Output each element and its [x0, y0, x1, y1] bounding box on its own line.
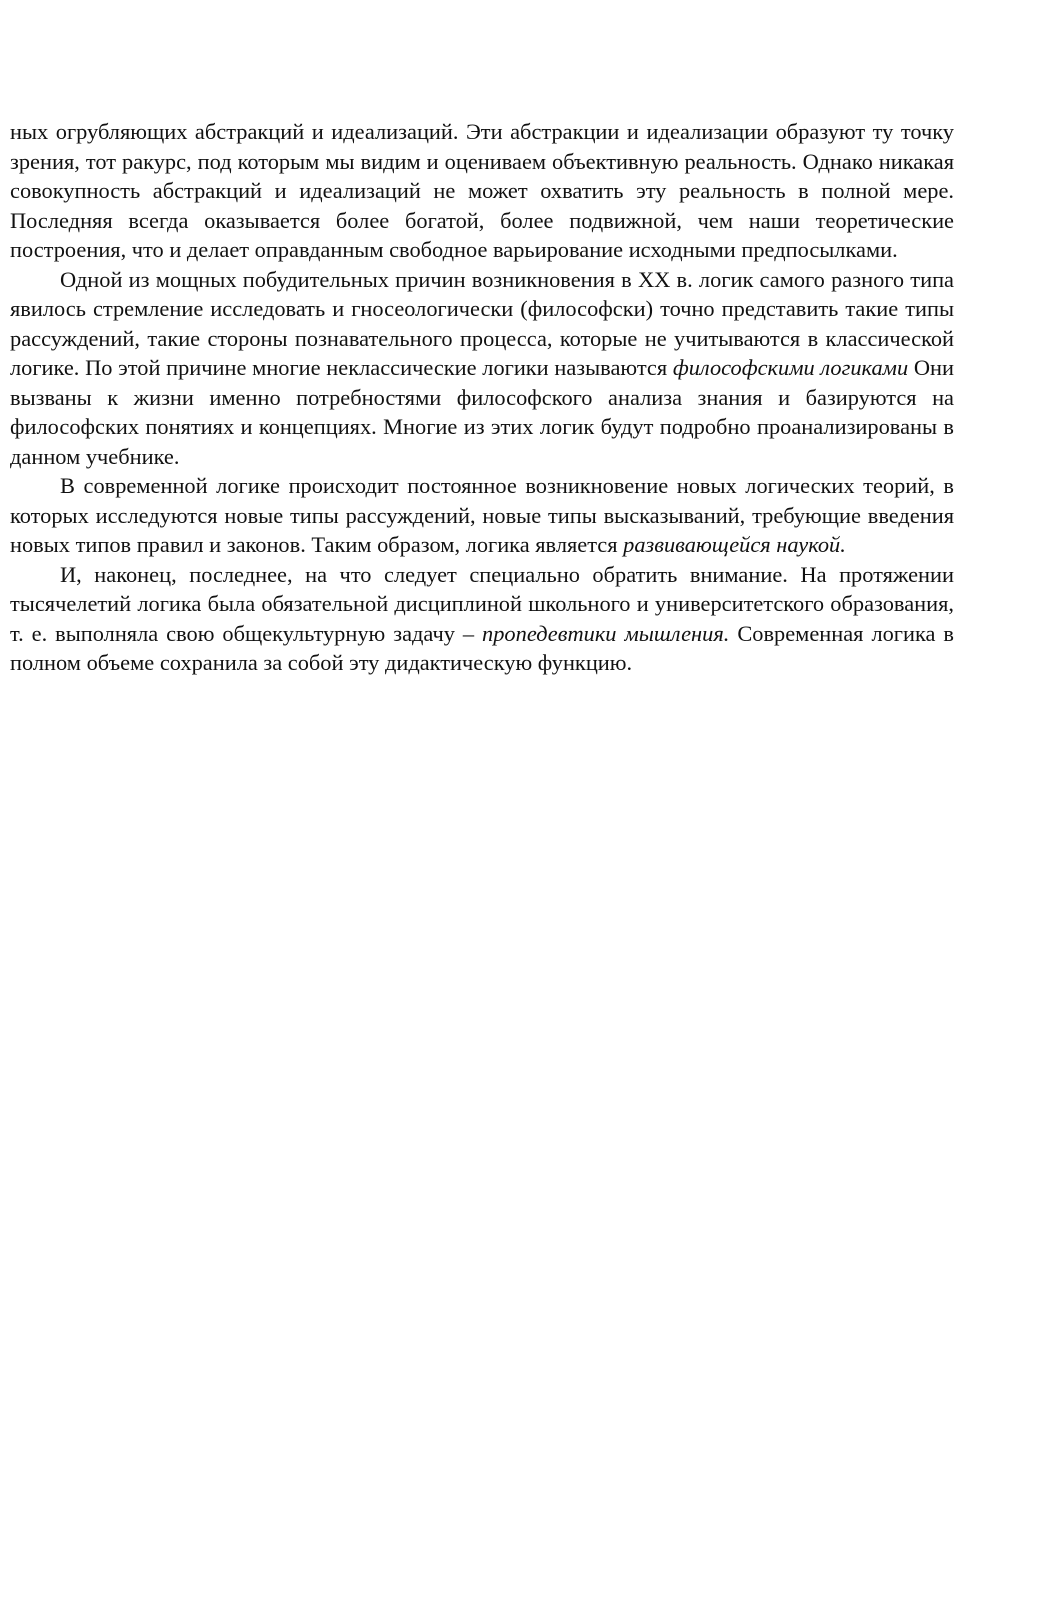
paragraph-1: [10, 117, 954, 265]
paragraph-2: [10, 265, 954, 472]
propaedeutics-term: пропедевтики мышления.: [482, 620, 730, 646]
paragraph-3-text: В современной логике происходит постоянное возникновение новых логических теорий, в которых исследуются новые типы рассуждений, новые типы высказываний, требующие введения новых типов правил и законов. Таким образом, логика является: [10, 473, 954, 557]
paragraph-2-text-a: Одной из мощных побудительных причин возникновения в XX в. логик самого разного типа явилось стремление исследовать и гносеологически (философски) точно представить такие типы рассуждений, такие стороны познавательного процесса, которые не учитываются в классической логике. По этой причине многие неклассические логики называются: [10, 266, 954, 380]
philosophical-logics-term: философскими логиками: [672, 355, 909, 380]
paragraph-4: [10, 560, 954, 678]
paragraph-4-text-b: Современная логика в полном объеме сохранила за собой эту дидактическую функцию.: [10, 620, 954, 675]
paragraph-2-text-b: Они вызваны к жизни именно потребностями философского анализа знания и базируются на философских понятиях и концепциях. Многие из этих логик будут подробно проанализированы в данном учебнике.: [10, 355, 955, 469]
document-body: [10, 117, 954, 678]
developing-science-term: развивающейся наукой.: [623, 532, 846, 557]
paragraph-1-text: ных огрубляющих абстракций и идеализаций. Эти абстракции и идеализации образуют ту точку зрения, тот ракурс, под которым мы видим и оцениваем объективную реальность. Однако никакая совокупность абстракций и идеализаций не может охватить эту реальность в полной мере. Последняя всегда оказывается более богатой, более подвижной, чем наши теоретические построения, что и делает оправданным свободное варьирование исходными предпосылками.: [10, 119, 954, 262]
paragraph-3: [10, 471, 954, 560]
paragraph-4-text-a: И, наконец, последнее, на что следует специально обратить внимание. На протяжении тысячелетий логика была обязательной дисциплиной школьного и университетского образования, т. е. выполняла свою общекультурную задачу –: [10, 561, 954, 646]
